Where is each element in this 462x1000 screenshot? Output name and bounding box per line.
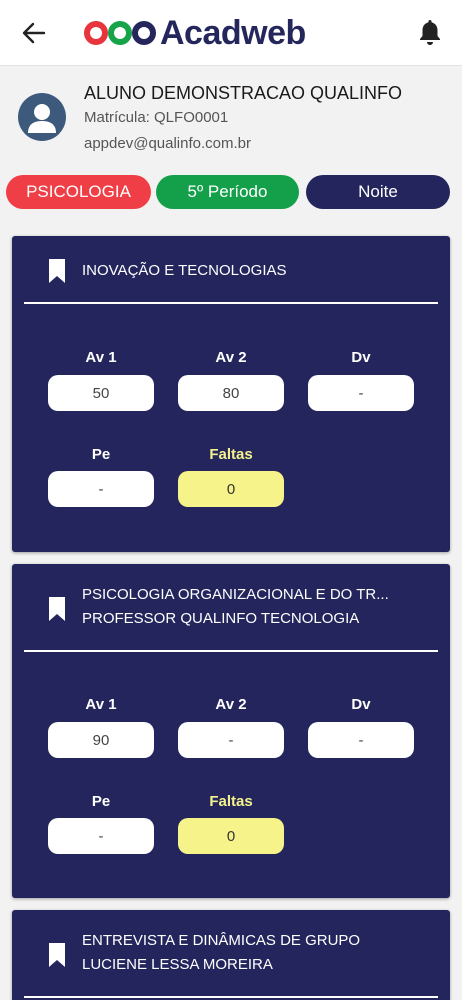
professor-name: LUCIENE LESSA MOREIRA bbox=[82, 956, 273, 973]
bookmark-icon bbox=[48, 258, 66, 284]
subject-card[interactable] bbox=[12, 910, 450, 1000]
logo-rings-icon bbox=[84, 19, 156, 47]
student-email: appdev@qualinfo.com.br bbox=[84, 135, 251, 152]
grade-value-av2: 80 bbox=[178, 375, 284, 411]
subject-title: ENTREVISTA E DINÂMICAS DE GRUPO bbox=[82, 932, 361, 949]
grade-value-pe: - bbox=[48, 471, 154, 507]
grade-value-dv: - bbox=[308, 722, 414, 758]
absences-value: 0 bbox=[178, 818, 284, 854]
grade-value-dv: - bbox=[308, 375, 414, 411]
subject-card[interactable] bbox=[12, 236, 450, 552]
student-name: ALUNO DEMONSTRACAO QUALINFO bbox=[84, 83, 403, 103]
grade-label-av2: Av 2 bbox=[215, 696, 247, 713]
acadweb-logo bbox=[84, 12, 306, 54]
logo-text: Acadweb bbox=[160, 13, 306, 52]
notifications-button[interactable] bbox=[416, 16, 444, 48]
grade-label-av1: Av 1 bbox=[85, 696, 117, 713]
professor-name: PROFESSOR QUALINFO TECNOLOGIA bbox=[82, 610, 360, 627]
student-registration: Matrícula: QLFO0001 bbox=[84, 109, 229, 126]
card-divider bbox=[24, 650, 438, 652]
absences-value: 0 bbox=[178, 471, 284, 507]
avatar bbox=[18, 93, 66, 141]
grade-label-av1: Av 1 bbox=[85, 349, 117, 366]
bookmark-icon bbox=[48, 596, 66, 622]
grade-value-pe: - bbox=[48, 818, 154, 854]
grade-label-dv: Dv bbox=[351, 349, 371, 366]
grade-label-pe: Pe bbox=[91, 446, 111, 463]
subject-title: PSICOLOGIA ORGANIZACIONAL E DO TR... bbox=[82, 586, 389, 603]
course-badge: PSICOLOGIA bbox=[6, 175, 151, 209]
grade-label-pe: Pe bbox=[91, 793, 111, 810]
grade-value-av1: 50 bbox=[48, 375, 154, 411]
bookmark-icon bbox=[48, 942, 66, 968]
grade-label-faltas: Faltas bbox=[209, 793, 253, 810]
subject-card[interactable] bbox=[12, 564, 450, 898]
student-profile bbox=[0, 67, 462, 171]
arrow-left-icon bbox=[22, 22, 46, 44]
bell-icon bbox=[418, 18, 442, 46]
subject-title: INOVAÇÃO E TECNOLOGIAS bbox=[82, 262, 287, 279]
card-divider bbox=[24, 302, 438, 304]
grade-label-dv: Dv bbox=[351, 696, 371, 713]
card-divider bbox=[24, 996, 438, 998]
grade-value-av1: 90 bbox=[48, 722, 154, 758]
period-badge: 5º Período bbox=[156, 175, 299, 209]
user-icon bbox=[18, 93, 66, 141]
shift-badge: Noite bbox=[306, 175, 450, 209]
app-header bbox=[0, 0, 462, 66]
back-button[interactable] bbox=[18, 18, 50, 48]
grade-value-av2: - bbox=[178, 722, 284, 758]
grade-label-faltas: Faltas bbox=[209, 446, 253, 463]
grade-label-av2: Av 2 bbox=[215, 349, 247, 366]
